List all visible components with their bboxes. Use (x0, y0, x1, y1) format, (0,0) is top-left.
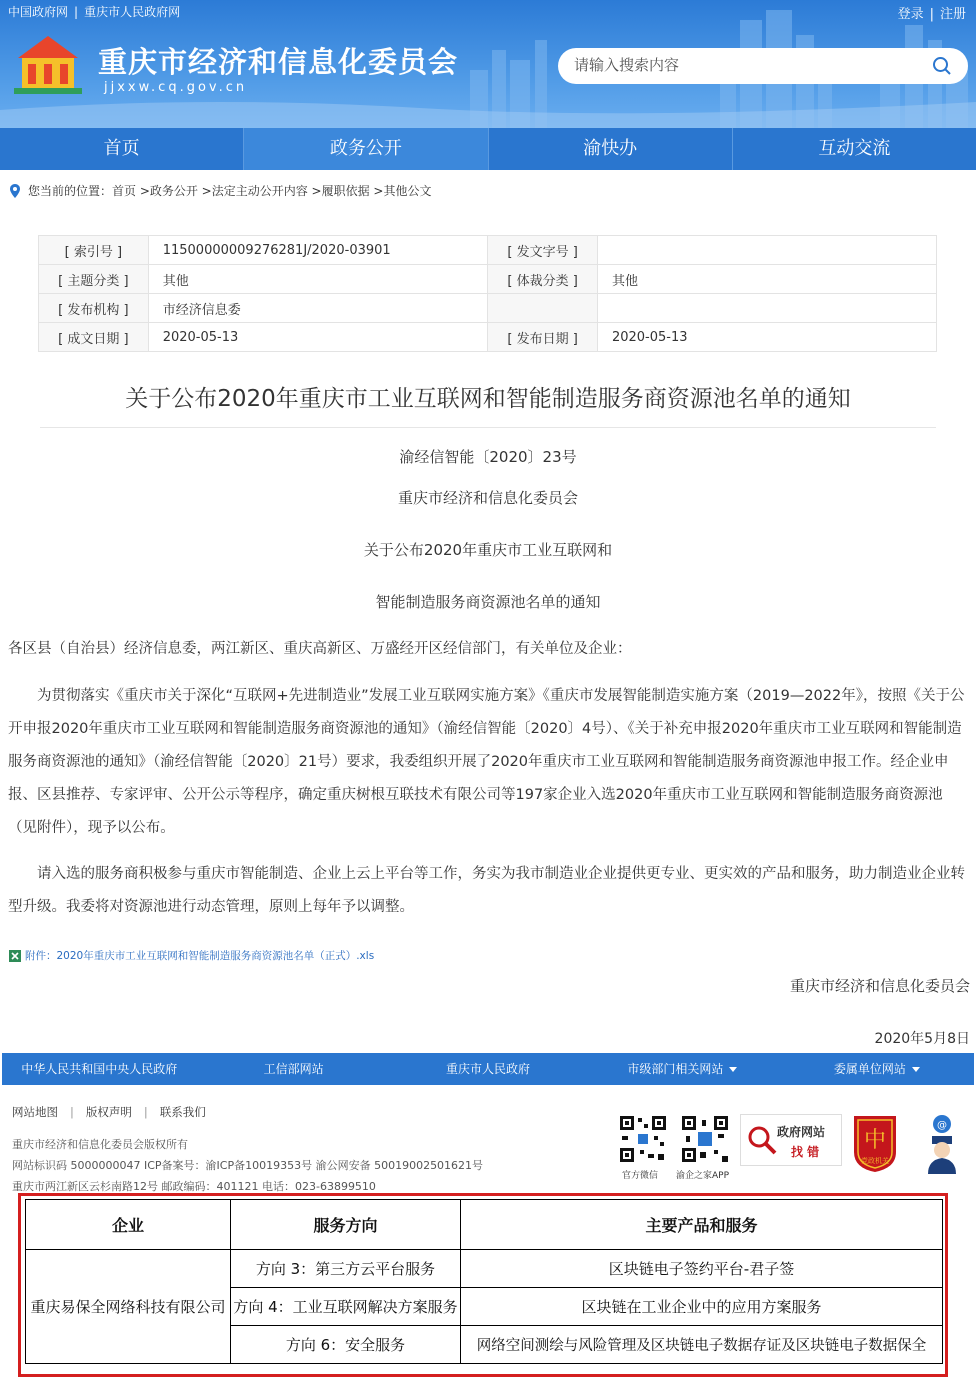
table-cell-direction: 方向 6：安全服务 (231, 1326, 461, 1364)
title-divider (40, 427, 936, 428)
svg-text:中: 中 (863, 1128, 887, 1153)
site-logo-icon[interactable] (8, 30, 88, 100)
magnifier-icon (747, 1125, 777, 1155)
site-header (0, 0, 976, 128)
gov-badge-line1: 政府网站 (777, 1125, 826, 1139)
meta-label-index: [ 索引号 ] (39, 236, 149, 265)
party-gov-seal-icon[interactable] (850, 1112, 900, 1174)
qr-caption-wechat: 官方微信 (622, 1171, 659, 1181)
meta-value-created: 2020-05-13 (148, 323, 488, 352)
seal-label: 党政机关 (861, 1157, 889, 1165)
meta-label-doc-no: [ 发文字号 ] (488, 236, 598, 265)
meta-label-issuer: [ 发布机构 ] (39, 294, 149, 323)
table-cell-direction: 方向 4：工业互联网解决方案服务 (231, 1288, 461, 1326)
nav-item-interaction[interactable]: 互动交流 (818, 138, 891, 159)
search-box (558, 48, 968, 84)
footer-dropdown-affiliates[interactable]: 委属单位网站 (780, 1053, 974, 1085)
nav-item-yukuaiban[interactable]: 渝快办 (489, 128, 733, 170)
meta-value-topic: 其他 (148, 265, 488, 294)
footer-link-contact[interactable]: 联系我们 (159, 1105, 206, 1119)
wechat-qr-code (618, 1114, 668, 1164)
meta-label-topic: [ 主题分类 ] (39, 265, 149, 294)
document-paragraph-2: 请入选的服务商积极参与重庆市智能制造、企业上云上平台等工作，务实为我市制造业企业提供更专业、更实效的产品和服务，助力制造业企业转型升级。我委将对资源池进行动态管理，原则上每年予以调整。 (8, 866, 965, 915)
table-cell-product: 网络空间测绘与风险管理及区块链电子数据存证及区块链电子数据保全 (461, 1326, 943, 1364)
table-row (26, 1250, 943, 1288)
svg-text:@: @ (937, 1120, 947, 1131)
footer-record: 网站标识码 5000000047 ICP备案号：渝ICP备10019353号 渝公网安备 50019002501621号 (12, 1159, 484, 1172)
footer-link-central-gov[interactable]: 中华人民共和国中央人民政府 (21, 1062, 178, 1076)
document-number: 渝经信智能〔2020〕23号 (399, 448, 577, 466)
document-signature: 重庆市经济和信息化委员会 (789, 977, 970, 995)
top-links: 中国政府网 | 重庆市人民政府网 (8, 5, 181, 19)
attachment-text[interactable]: 附件：2020年重庆市工业互联网和智能制造服务商资源池名单（正式）.xls (25, 950, 375, 962)
footer-copyright: 重庆市经济和信息化委员会版权所有 (12, 1138, 188, 1151)
site-url: jjxxw.cq.gov.cn (104, 80, 248, 95)
footer-link-miit[interactable]: 工信部网站 (263, 1062, 324, 1076)
top-link-gov[interactable]: 中国政府网 (8, 5, 69, 19)
footer-link-cq-gov[interactable]: 重庆市人民政府 (446, 1062, 531, 1076)
footer-dropdown-city-depts[interactable]: 市级部门相关网站 (585, 1053, 779, 1085)
table-header-direction: 服务方向 (231, 1200, 461, 1250)
chevron-down-icon (729, 1067, 737, 1072)
meta-value-doc-no (597, 236, 936, 265)
cyber-police-icon[interactable] (920, 1112, 964, 1176)
footer-links: 网站地图 | 版权声明 | 联系我们 (12, 1105, 206, 1119)
service-provider-table (25, 1199, 943, 1364)
breadcrumb (10, 182, 431, 199)
table-cell-product: 区块链电子签约平台-君子签 (461, 1250, 943, 1288)
nav-item-home[interactable]: 首页 (0, 128, 244, 170)
meta-value-genre: 其他 (597, 265, 936, 294)
app-qr-code (680, 1114, 730, 1164)
qr-caption-app: 渝企之家APP (676, 1171, 730, 1181)
meta-value-empty (597, 294, 936, 323)
table-header-product: 主要产品和服务 (461, 1200, 943, 1250)
meta-label-published: [ 发布日期 ] (488, 323, 598, 352)
table-header-company: 企业 (26, 1200, 231, 1250)
nav-item-gov-affairs[interactable]: 政务公开 (244, 128, 488, 170)
search-input[interactable] (574, 56, 914, 74)
footer-nav (2, 1053, 974, 1085)
footer-address: 重庆市两江新区云杉南路12号 邮政编码：401121 电话：023-63899510 (12, 1180, 376, 1193)
footer-link-sitemap[interactable]: 网站地图 (12, 1105, 58, 1119)
site-title[interactable]: 重庆市经济和信息化委员会 (98, 45, 459, 79)
meta-label-genre: [ 体裁分类 ] (488, 265, 598, 294)
meta-value-published: 2020-05-13 (597, 323, 936, 352)
footer-link-copyright[interactable]: 版权声明 (85, 1105, 132, 1119)
gov-badge-line2: 找 错 (791, 1145, 820, 1159)
table-cell-product: 区块链在工业企业中的应用方案服务 (461, 1288, 943, 1326)
document-subtitle-2: 智能制造服务商资源池名单的通知 (375, 593, 601, 611)
chevron-down-icon (912, 1067, 920, 1072)
document-date: 2020年5月8日 (874, 1031, 970, 1047)
account-links: 登录 | 注册 (897, 7, 966, 22)
table-cell-company: 重庆易保全网络科技有限公司 (26, 1250, 231, 1364)
meta-value-issuer: 市经济信息委 (148, 294, 488, 323)
document-paragraph-1: 为贯彻落实《重庆市关于深化“互联网+先进制造业”发展工业互联网实施方案》《重庆市发展智能制造实施方案（2019—2022年》，按照《关于公开申报2020年重庆市工业互联网和智能制造服务商资源池的通知》（渝经信智能〔2020〕4号）、《关于补充申报2020年重庆市工业互联网和智能制造服务商资源池的通知》（渝经信智能〔2020〕21号）要求，我委组织开展了2020年重庆市工业互联网和智能制造服务商资源池申报工作。经企业申报、区县推荐、专家评审、公开公示等程序，确定重庆树根互联技术有限公司等197家企业入选2020年重庆市工业互联网和智能制造服务商资源池（见附件），现予以公布。 (8, 688, 965, 836)
document-title: 关于公布2020年重庆市工业互联网和智能制造服务商资源池名单的通知 (125, 386, 851, 412)
document-meta-table (38, 235, 937, 352)
meta-label-created: [ 成文日期 ] (39, 323, 149, 352)
excel-file-icon (8, 949, 22, 963)
gov-site-error-report-badge[interactable] (740, 1114, 842, 1166)
meta-value-index: 11500000009276281J/2020-03901 (148, 236, 488, 265)
meta-label-empty (488, 294, 598, 323)
document-subtitle-1: 关于公布2020年重庆市工业互联网和 (363, 541, 613, 559)
login-link[interactable]: 登录 (897, 7, 924, 22)
register-link[interactable]: 注册 (939, 7, 966, 22)
table-cell-direction: 方向 3：第三方云平台服务 (231, 1250, 461, 1288)
top-link-cq-gov[interactable]: 重庆市人民政府网 (84, 5, 181, 19)
search-icon[interactable] (932, 56, 952, 76)
location-pin-icon (10, 184, 20, 198)
document-issuer-line: 重庆市经济和信息化委员会 (397, 489, 578, 507)
document-addressee: 各区县（自治县）经济信息委，两江新区、重庆高新区、万盛经开区经信部门，有关单位及企业： (8, 641, 632, 657)
attachment-link[interactable] (8, 948, 374, 963)
main-nav (0, 128, 976, 170)
breadcrumb-text[interactable]: 您当前的位置：首页 >政务公开 >法定主动公开内容 >履职依据 >其他公文 (28, 184, 432, 198)
